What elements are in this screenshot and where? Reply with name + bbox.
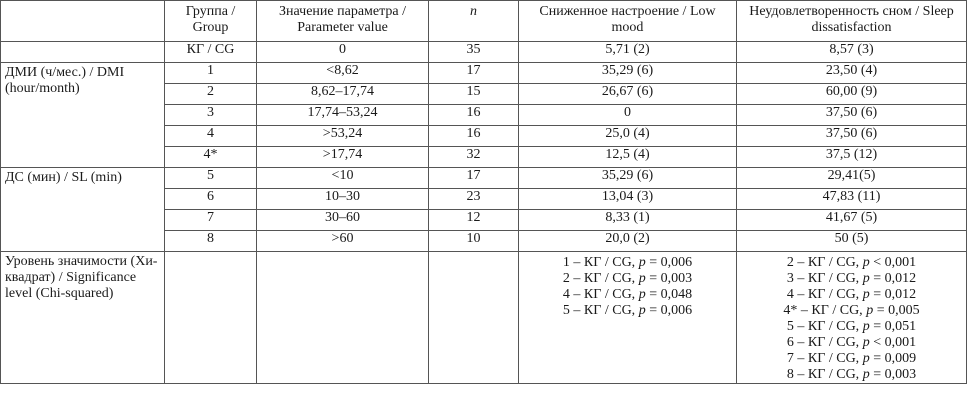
cell-group: 4*	[165, 147, 257, 168]
cell-mood: 13,04 (3)	[519, 189, 737, 210]
cell-mood: 25,0 (4)	[519, 126, 737, 147]
cell-empty	[257, 252, 429, 384]
cell-param: >60	[257, 231, 429, 252]
cell-param: >53,24	[257, 126, 429, 147]
cell-param: <10	[257, 168, 429, 189]
cell-group: 7	[165, 210, 257, 231]
cell-n: 15	[429, 84, 519, 105]
sig-line: 4 – КГ / CG, p = 0,012	[786, 287, 917, 302]
cell-n: 16	[429, 126, 519, 147]
cell-sleep: 37,50 (6)	[737, 126, 967, 147]
significance-row	[1, 252, 967, 384]
cell-mood: 5,71 (2)	[519, 42, 737, 63]
cell-group: 5	[165, 168, 257, 189]
header-param: Значение параметра / Parameter value	[257, 1, 429, 42]
cell-sleep: 47,83 (11)	[737, 189, 967, 210]
cell-empty	[429, 252, 519, 384]
dmi-label: ДМИ (ч/мес.) / DMI (hour/month)	[1, 63, 165, 168]
cell-group: 4	[165, 126, 257, 147]
table-row	[1, 168, 967, 189]
cell-group: 3	[165, 105, 257, 126]
significance-label: Уровень значимости (Хи-квадрат) / Significance level (Chi-squared)	[1, 252, 165, 384]
table-row-control	[1, 42, 967, 63]
sig-line: 3 – КГ / CG, p = 0,012	[786, 271, 917, 286]
sig-line: 7 – КГ / CG, p = 0,009	[786, 351, 917, 366]
header-row	[1, 1, 967, 42]
cell-group: КГ / CG	[165, 42, 257, 63]
header-sleep: Неудовлетворенность сном / Sleep dissatisfaction	[737, 1, 967, 42]
header-n: n	[429, 1, 519, 42]
cell-param: 17,74–53,24	[257, 105, 429, 126]
cell-sleep: 37,50 (6)	[737, 105, 967, 126]
cell-sleep: 29,41(5)	[737, 168, 967, 189]
significance-sleep-list	[737, 252, 967, 384]
cell-sleep: 23,50 (4)	[737, 63, 967, 84]
header-low-mood: Сниженное настроение / Low mood	[519, 1, 737, 42]
cell-group: 2	[165, 84, 257, 105]
cell-empty	[165, 252, 257, 384]
sig-line: 8 – КГ / CG, p = 0,003	[786, 367, 917, 382]
cell-n: 17	[429, 168, 519, 189]
header-group: Группа / Group	[165, 1, 257, 42]
sl-label: ДС (мин) / SL (min)	[1, 168, 165, 252]
cell-mood: 20,0 (2)	[519, 231, 737, 252]
sig-line: 4 – КГ / CG, p = 0,048	[562, 287, 693, 302]
sig-line: 5 – КГ / CG, p = 0,051	[786, 319, 917, 334]
sig-line: 2 – КГ / CG, p = 0,003	[562, 271, 693, 286]
cell-n: 17	[429, 63, 519, 84]
cell-n: 12	[429, 210, 519, 231]
cell-param: 0	[257, 42, 429, 63]
cell-n: 16	[429, 105, 519, 126]
cell-mood: 26,67 (6)	[519, 84, 737, 105]
cell-n: 35	[429, 42, 519, 63]
cell-sleep: 60,00 (9)	[737, 84, 967, 105]
cell-sleep: 50 (5)	[737, 231, 967, 252]
cell-param: >17,74	[257, 147, 429, 168]
cell-sleep: 37,5 (12)	[737, 147, 967, 168]
sig-line: 4* – КГ / CG, p = 0,005	[783, 303, 920, 318]
sig-line: 6 – КГ / CG, p < 0,001	[786, 335, 917, 350]
cell-mood: 12,5 (4)	[519, 147, 737, 168]
cell-mood: 8,33 (1)	[519, 210, 737, 231]
cell-group: 6	[165, 189, 257, 210]
cell-mood: 0	[519, 105, 737, 126]
cell-param: 8,62–17,74	[257, 84, 429, 105]
cell-sleep: 8,57 (3)	[737, 42, 967, 63]
cell-n: 32	[429, 147, 519, 168]
cell-n: 23	[429, 189, 519, 210]
sig-line: 2 – КГ / CG, p < 0,001	[786, 255, 917, 270]
significance-mood-list	[519, 252, 737, 384]
cell-sleep: 41,67 (5)	[737, 210, 967, 231]
cell-n: 10	[429, 231, 519, 252]
sig-line: 5 – КГ / CG, p = 0,006	[562, 303, 693, 318]
cell-param: 10–30	[257, 189, 429, 210]
cell-param: 30–60	[257, 210, 429, 231]
row-label	[1, 42, 165, 63]
cell-mood: 35,29 (6)	[519, 168, 737, 189]
cell-mood: 35,29 (6)	[519, 63, 737, 84]
table-row	[1, 63, 967, 84]
sig-line: 1 – КГ / CG, p = 0,006	[562, 255, 693, 270]
cell-param: <8,62	[257, 63, 429, 84]
header-empty	[1, 1, 165, 42]
cell-group: 8	[165, 231, 257, 252]
cell-group: 1	[165, 63, 257, 84]
